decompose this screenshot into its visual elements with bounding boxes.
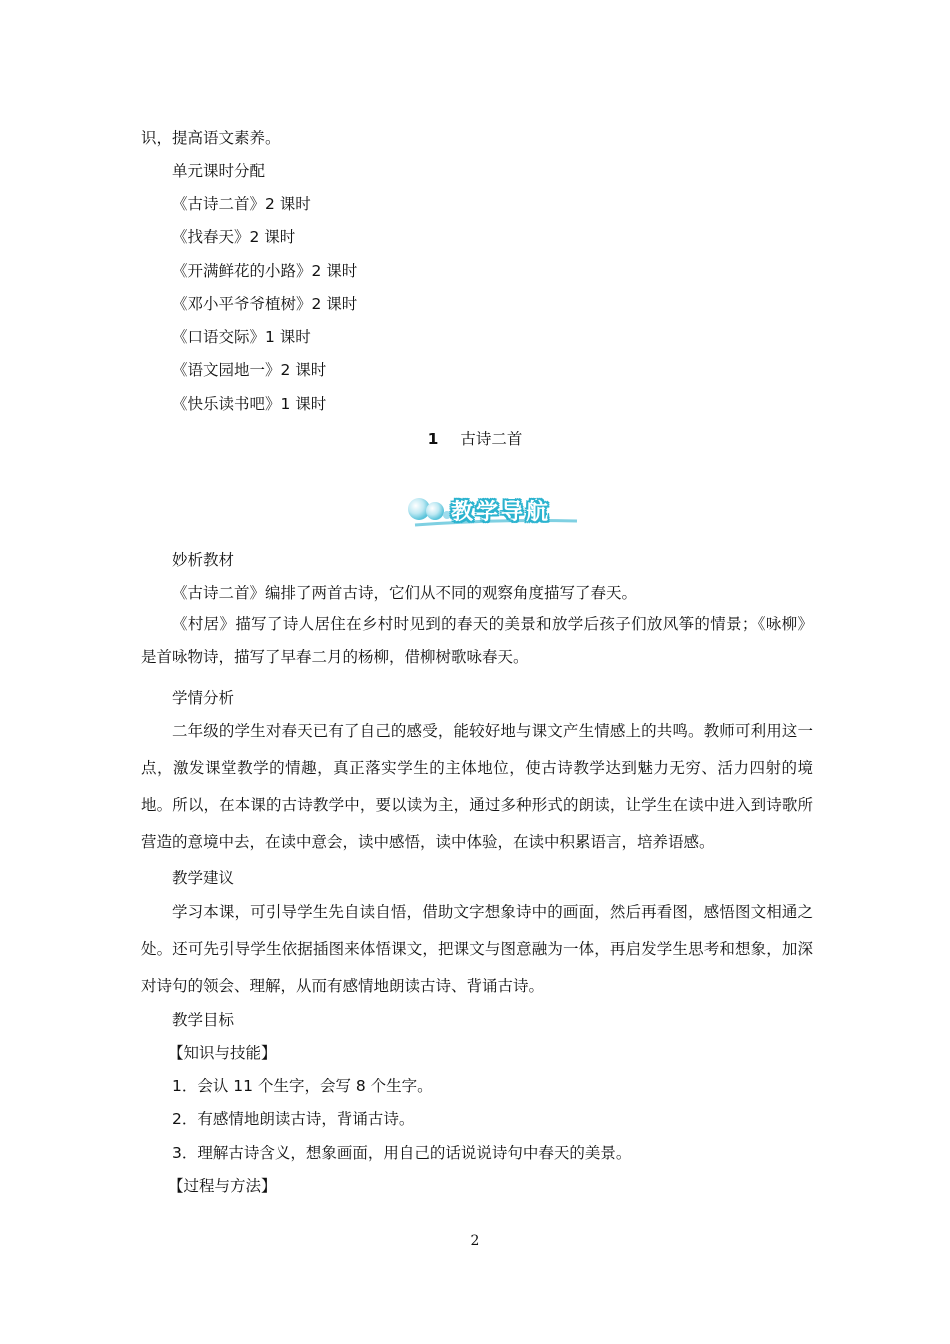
schedule-heading: 单元课时分配 xyxy=(172,162,266,180)
analysis-paragraph-2: 《村居》描写了诗人居住在乡村时见到的春天的美景和放学后孩子们放风筝的情景；《咏柳》是首咏物诗，描写了早春二月的杨柳，借柳树歌咏春天。 xyxy=(141,615,813,666)
lesson-title-text: 古诗二首 xyxy=(460,430,523,448)
schedule-item: 《邓小平爷爷植树》2 课时 xyxy=(172,295,358,313)
goal-item: 3．理解古诗含义，想象画面，用自己的话说说诗句中春天的美景。 xyxy=(172,1144,632,1162)
bubble-icon xyxy=(426,502,444,520)
analysis-heading: 妙析教材 xyxy=(172,551,235,569)
intro-line: 识，提高语文素养。 xyxy=(141,129,281,147)
schedule-item: 《开满鲜花的小路》2 课时 xyxy=(172,262,358,280)
lesson-number: 1 xyxy=(427,430,439,448)
goal-item: 1．会认 11 个生字，会写 8 个生字。 xyxy=(172,1077,433,1095)
schedule-item: 《找春天》2 课时 xyxy=(172,228,296,246)
teaching-nav-banner xyxy=(405,489,581,533)
lesson-title xyxy=(0,427,950,449)
bubble-icon xyxy=(443,511,451,519)
suggestion-heading: 教学建议 xyxy=(172,869,235,887)
goal-item: 2．有感情地朗读古诗，背诵古诗。 xyxy=(172,1110,415,1128)
page-number: 2 xyxy=(470,1233,480,1249)
process-heading: 【过程与方法】 xyxy=(168,1177,277,1195)
goals-heading: 教学目标 xyxy=(172,1011,235,1029)
schedule-item: 《古诗二首》2 课时 xyxy=(172,195,311,213)
students-paragraph: 二年级的学生对春天已有了自己的感受，能较好地与课文产生情感上的共鸣。教师可利用这一点，激发课堂教学的情趣，真正落实学生的主体地位，使古诗教学达到魅力无穷、活力四射的境地。所以，在本课的古诗教学中，要以读为主，通过多种形式的朗读，让学生在读中进入到诗歌所营造的意境中去，在读中意会，读中感悟，读中体验，在读中积累语言，培养语感。 xyxy=(141,722,813,851)
banner-text: 教学导航 xyxy=(451,500,552,525)
students-heading: 学情分析 xyxy=(172,689,235,707)
knowledge-heading: 【知识与技能】 xyxy=(168,1044,277,1062)
schedule-item: 《口语交际》1 课时 xyxy=(172,328,311,346)
suggestion-paragraph: 学习本课，可引导学生先自读自悟，借助文字想象诗中的画面，然后再看图，感悟图文相通之处。还可先引导学生依据插图来体悟课文，把课文与图意融为一体，再启发学生思考和想象，加深对诗句的领会、理解，从而有感情地朗读古诗、背诵古诗。 xyxy=(141,903,813,995)
analysis-paragraph-1: 《古诗二首》编排了两首古诗，它们从不同的观察角度描写了春天。 xyxy=(172,584,638,602)
schedule-item: 《快乐读书吧》1 课时 xyxy=(172,395,327,413)
schedule-item: 《语文园地一》2 课时 xyxy=(172,361,327,379)
